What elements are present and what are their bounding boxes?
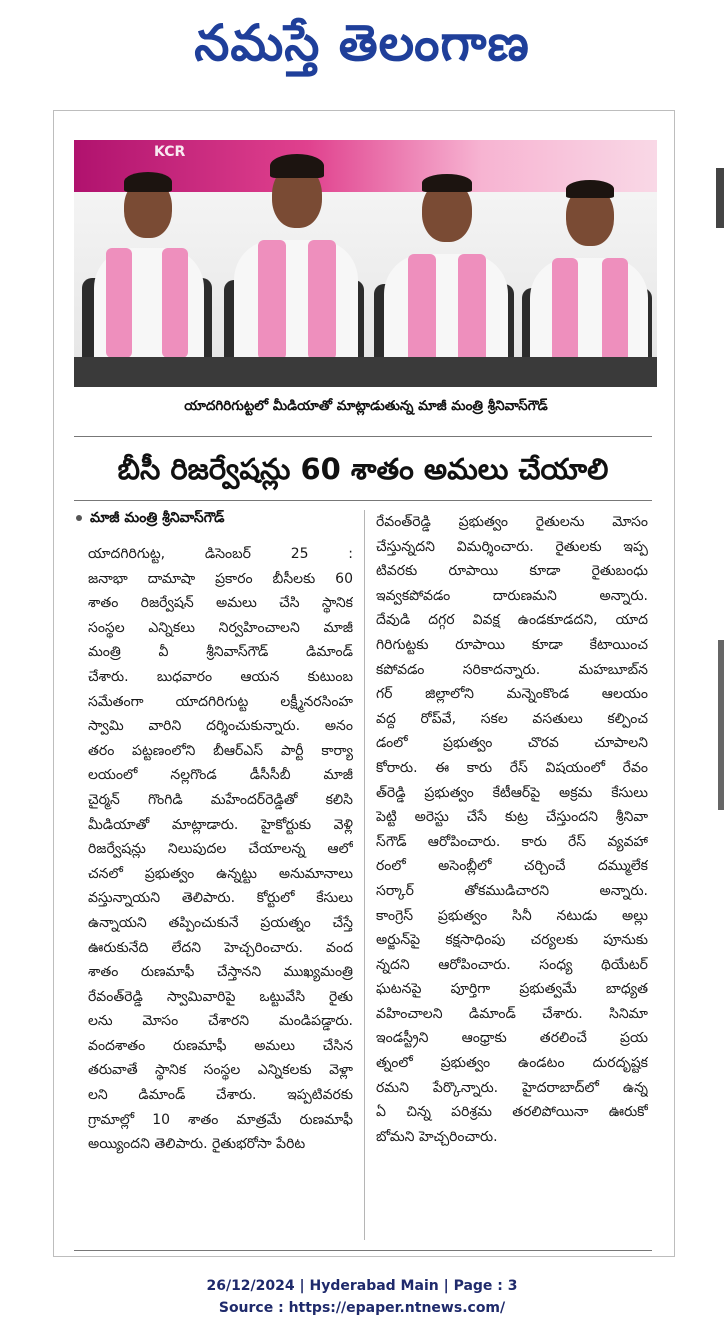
person-figure-1 bbox=[82, 168, 212, 387]
article-text-line: అయ్యిందని తెలిపారు. రైతుభరోసా పేరిట bbox=[88, 1136, 306, 1153]
article-text-line: కపోవడం సరికాదన్నారు. మహబూబ్‌న bbox=[376, 661, 648, 678]
article-text-line: చైర్మన్ గొంగిడి మహేందర్‌రెడ్డితో కలిసి bbox=[88, 791, 353, 808]
person-figure-4 bbox=[522, 178, 652, 387]
article-text-line: వందశాతం రుణమాఫీ అమలు చేసిన bbox=[88, 1037, 353, 1054]
article-text-line: మీడియాతో మాట్లాడారు. హైకోర్టుకు వెళ్లి bbox=[88, 816, 353, 833]
footer-edition-info: 26/12/2024 | Hyderabad Main | Page : 3 bbox=[206, 1278, 518, 1294]
article-text-line: ఇండస్ట్రీని ఆంధ్రాకు తరలించే ప్రయ bbox=[376, 1030, 648, 1047]
article-text-line: గ్రామాల్లో 10 శాతం మాత్రమే రుణమాఫీ bbox=[88, 1111, 353, 1128]
article-text-line: వస్తున్నాయని తెలిపారు. కోర్టులో కేసులు bbox=[88, 890, 353, 907]
person-figure-3 bbox=[374, 174, 514, 387]
article-text-line: అర్జున్‌పై కక్షసాధింపు చర్యలకు పూనుకు bbox=[376, 932, 648, 949]
article-text-line: త్‌రెడ్డి ప్రభుత్వం కేటీఆర్‌పై అక్రమ కేసులు bbox=[376, 784, 648, 801]
article-text-line: చేశారు. బుధవారం ఆయన కుటుంబ bbox=[88, 668, 353, 685]
bullet-icon bbox=[76, 515, 82, 521]
article-text-line: ఇవ్వకపోవడం దారుణమని అన్నారు. bbox=[376, 587, 648, 604]
article-text-line: జనాభా దామాషా ప్రకారం బీసీలకు 60 bbox=[88, 570, 353, 587]
neighbor-article-edge bbox=[716, 168, 724, 228]
article-text-line: రమని పేర్కొన్నారు. హైదరాబాద్‌లో ఉన్న bbox=[376, 1079, 648, 1096]
article-text-line: దేవుడి దగ్గర వివక్ష ఉండకూడదని, యాద bbox=[376, 612, 648, 629]
article-text-line: స్వామి వారిని దర్శించుకున్నారు. అనం bbox=[88, 718, 353, 735]
divider bbox=[74, 436, 652, 437]
article-text-line: సర్కార్ తోకముడిచారని అన్నారు. bbox=[376, 882, 648, 899]
newspaper-masthead: నమస్తే తెలంగాణ bbox=[194, 14, 530, 72]
article-text-line: రిజర్వేషన్లు నిలుపుదల చేయాలన్న ఆలో bbox=[88, 841, 353, 858]
article-text-line: చేస్తున్నదని విమర్శించారు. రైతులకు ఇప్ప bbox=[376, 538, 648, 555]
article-column-left bbox=[88, 542, 353, 1157]
article-text-line: యాదగిరిగుట్ట, డిసెంబర్ 25 : bbox=[88, 546, 353, 562]
article-text-line: గర్ జిల్లాలోని మన్నెంకొండ ఆలయం bbox=[376, 686, 648, 703]
column-divider bbox=[364, 510, 365, 1240]
article-text-line: లయంలో నల్లగొండ డీసీసీబీ మాజీ bbox=[88, 767, 353, 784]
article-text-line: న్నదని ఆరోపించారు. సంధ్య థియేటర్ bbox=[376, 956, 648, 973]
article-text-line: మంత్రి వీ శ్రీనివాస్‌గౌడ్ డిమాండ్ bbox=[88, 644, 353, 661]
divider bbox=[74, 500, 652, 501]
article-text-line: స్‌గౌడ్ ఆరోపించారు. కారు రేస్ వ్యవహా bbox=[376, 833, 648, 850]
article-text-line: రేవంత్‌రెడ్డి స్వామివారిపై ఒట్టువేసి రైతు bbox=[88, 988, 353, 1005]
article-byline: మాజీ మంత్రి శ్రీనివాస్‌గౌడ్ bbox=[76, 510, 224, 529]
article-text-line: సమేతంగా యాదగిరిగుట్ట లక్ష్మీనరసింహ bbox=[88, 693, 353, 710]
article-headline: బీసీ రిజర్వేషన్లు 60 శాతం అమలు చేయాలి bbox=[117, 452, 609, 486]
article-text-line: తరువాతే స్థానిక సంస్థల ఎన్నికలకు వెళ్లా bbox=[88, 1062, 353, 1079]
article-text-line: వద్ద రోప్‌వే, సకల వసతులు కల్పించ bbox=[376, 710, 648, 727]
article-text-line: కోరారు. ఈ కారు రేస్ విషయంలో రేవం bbox=[376, 759, 648, 776]
article-text-line: పెట్టి అరెస్టు చేసే కుట్ర చేస్తుందని శ్రీనివా bbox=[376, 809, 648, 826]
divider bbox=[74, 1250, 652, 1251]
article-text-line: చనలో ప్రభుత్వం ఉన్నట్టు అనుమానాలు bbox=[88, 865, 353, 882]
article-column-right bbox=[376, 510, 648, 1149]
footer-source-link[interactable]: Source : https://epaper.ntnews.com/ bbox=[218, 1300, 506, 1316]
article-text-line: ఉన్నాయని తప్పించుకునే ప్రయత్నం చేస్తే bbox=[88, 914, 353, 931]
article-text-line: తరం పట్టణంలోని బీఆర్‌ఎస్ పార్టీ కార్యా bbox=[88, 742, 353, 759]
article-text-line: కాంగ్రెస్ ప్రభుత్వం సినీ నటుడు అల్లు bbox=[376, 907, 648, 924]
article-text-line: లను మోసం చేశారని మండిపడ్డారు. bbox=[88, 1013, 353, 1030]
article-text-line: టివరకు రూపాయి కూడా రైతుబంధు bbox=[376, 563, 648, 580]
article-text-line: సంస్థల ఎన్నికలు నిర్వహించాలని మాజీ bbox=[88, 619, 353, 636]
article-text-line: వహించాలని డిమాండ్ చేశారు. సినిమా bbox=[376, 1005, 648, 1022]
article-text-line: ఘటనపై పూర్తిగా ప్రభుత్వమే బాధ్యత bbox=[376, 981, 648, 998]
article-text-line: ఊరుకునేది లేదని హెచ్చరించారు. వంద bbox=[88, 939, 353, 956]
article-text-line: బోమని హెచ్చరించారు. bbox=[376, 1128, 498, 1145]
photo-banner-text: KCR bbox=[154, 144, 186, 160]
article-text-line: రంలో అసెంబ్లీలో చర్చించే దమ్ములేక bbox=[376, 858, 648, 875]
article-text-line: ఏ చిన్న పరిశ్రమ తరలిపోయినా ఊరుకో bbox=[376, 1104, 648, 1121]
article-text-line: లని డిమాండ్ చేశారు. ఇప్పటివరకు bbox=[88, 1087, 353, 1104]
article-text-line: శాతం రిజర్వేషన్ అమలు చేసి స్థానిక bbox=[88, 595, 353, 612]
article-text-line: డంలో ప్రభుత్వం చొరవ చూపాలని bbox=[376, 735, 648, 752]
article-text-line: త్నంలో ప్రభుత్వం ఉండటం దురదృష్టక bbox=[376, 1055, 648, 1072]
photo-caption: యాదగిరిగుట్టలో మీడియాతో మాట్లాడుతున్న మాజీ మంత్రి శ్రీనివాస్‌గౌడ్ bbox=[184, 398, 548, 414]
article-text-line: శాతం రుణమాఫీ చేస్తానని ముఖ్యమంత్రి bbox=[88, 964, 353, 981]
article-photo bbox=[74, 140, 657, 387]
neighbor-article-edge bbox=[718, 640, 724, 810]
article-text-line: రేవంత్‌రెడ్డి ప్రభుత్వం రైతులను మోసం bbox=[376, 514, 648, 530]
person-figure-2 bbox=[224, 150, 364, 387]
article-text-line: గిరిగుట్టకు రూపాయి కూడా కేటాయించ bbox=[376, 636, 648, 653]
